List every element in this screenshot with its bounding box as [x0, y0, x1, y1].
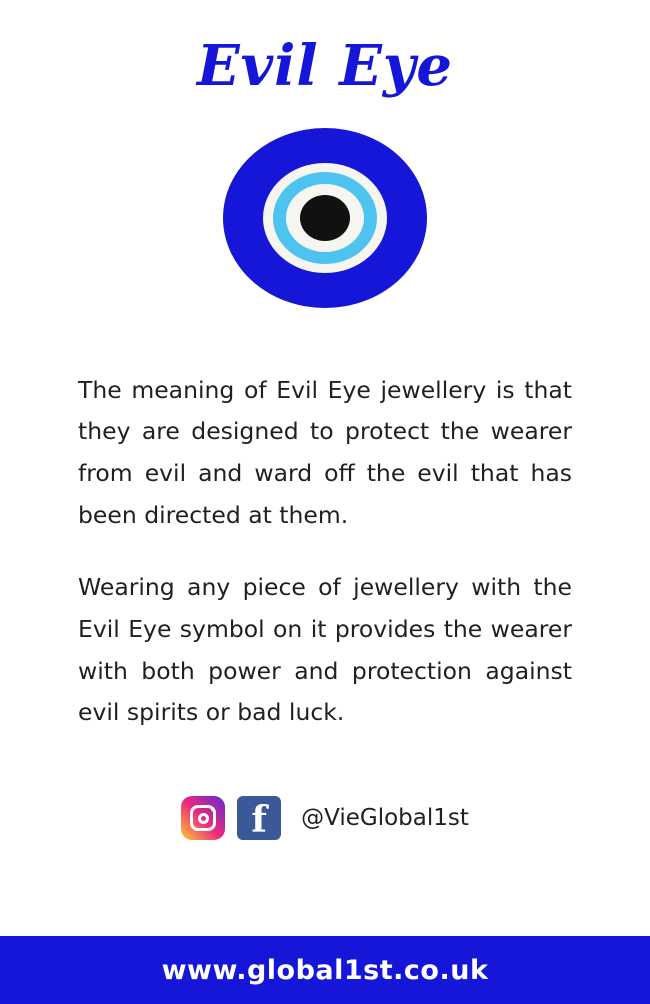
social-row: [0, 796, 650, 840]
social-handle: @VieGlobal1st: [301, 805, 469, 832]
evil-eye-ring-lightblue: [273, 172, 377, 264]
footer-bar: [0, 936, 650, 1004]
evil-eye-pupil: [300, 195, 350, 241]
evil-eye-ring-white-inner: [286, 184, 364, 252]
instagram-icon[interactable]: [181, 796, 225, 840]
evil-eye-icon: [223, 128, 427, 308]
facebook-icon-glyph: f: [251, 799, 267, 842]
facebook-icon[interactable]: [237, 796, 281, 840]
instagram-icon-dot: [211, 807, 215, 811]
evil-eye-graphic-wrapper: [0, 128, 650, 308]
paragraph-2: Wearing any piece of jewellery with the Evil Eye symbol on it provides the wearer with both power and protection against evil spirits or bad luck.: [78, 572, 572, 727]
instagram-icon-lens: [198, 813, 209, 824]
footer-url[interactable]: www.global1st.co.uk: [161, 954, 489, 986]
page-title: Evil Eye: [196, 33, 454, 99]
evil-eye-ring-white-outer: [263, 163, 387, 273]
body-text: [78, 370, 572, 735]
paragraph-1: The meaning of Evil Eye jewellery is that they are designed to protect the wearer from evil and ward off the evil that has been directed at them.: [78, 375, 572, 530]
